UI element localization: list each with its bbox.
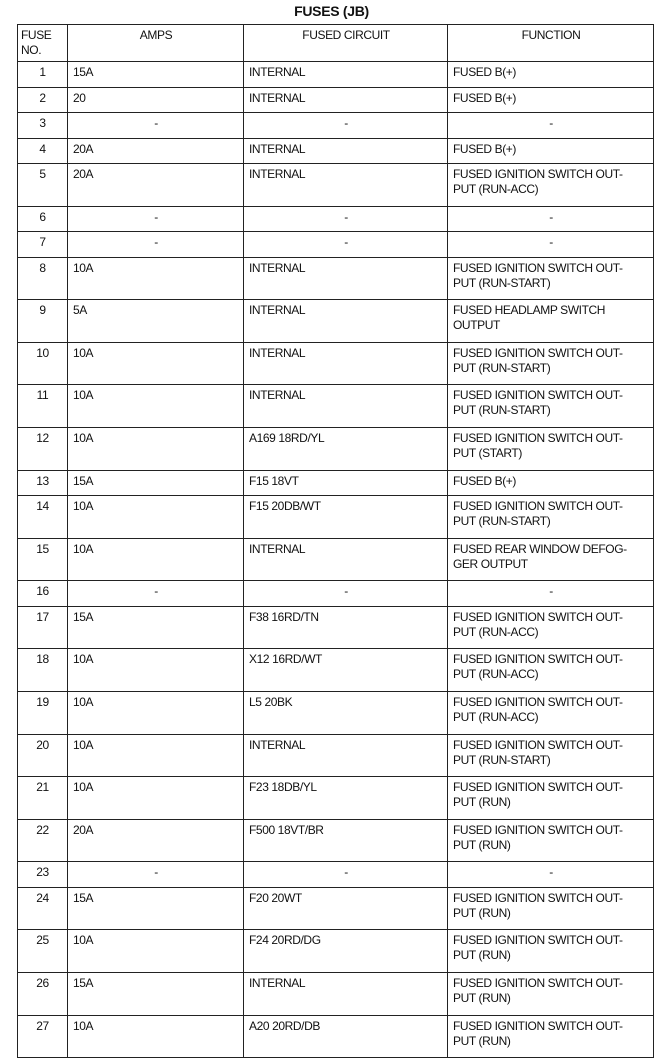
function-cell: FUSED IGNITION SWITCH OUT- PUT (RUN-START) [448,734,654,777]
amps-cell: 10A [68,1015,244,1058]
table-row [18,427,654,470]
fused-circuit-cell: L5 20BK [244,691,448,734]
function-cell: FUSED B(+) [448,138,654,164]
table-row [18,691,654,734]
function-cell: FUSED IGNITION SWITCH OUT- PUT (RUN) [448,777,654,820]
function-cell: FUSED IGNITION SWITCH OUT- PUT (RUN-START) [448,385,654,428]
function-cell: FUSED IGNITION SWITCH OUT- PUT (START) [448,427,654,470]
amps-cell: 15A [68,470,244,496]
header-row [18,25,654,62]
amps-cell: 10A [68,257,244,300]
fuse-no-cell: 18 [18,649,68,692]
fuse-no-cell: 3 [18,113,68,139]
amps-cell: - [68,581,244,607]
fused-circuit-cell: - [244,113,448,139]
amps-cell: 10A [68,427,244,470]
table-row [18,734,654,777]
function-cell: FUSED IGNITION SWITCH OUT- PUT (RUN-ACC) [448,649,654,692]
function-cell: FUSED IGNITION SWITCH OUT- PUT (RUN) [448,819,654,862]
table-row [18,113,654,139]
fuse-no-cell: 6 [18,206,68,232]
function-cell: - [448,113,654,139]
fuse-no-cell: 20 [18,734,68,777]
table-row [18,606,654,649]
fuse-no-cell: 2 [18,87,68,113]
function-cell: FUSED IGNITION SWITCH OUT- PUT (RUN) [448,973,654,1016]
fuse-no-cell: 1 [18,62,68,88]
amps-cell: - [68,113,244,139]
amps-cell: 15A [68,973,244,1016]
fused-circuit-cell: A169 18RD/YL [244,427,448,470]
header-amps: AMPS [68,25,244,62]
amps-cell: 10A [68,777,244,820]
fuse-no-cell: 21 [18,777,68,820]
table-row [18,385,654,428]
fused-circuit-cell: F15 18VT [244,470,448,496]
fused-circuit-cell: INTERNAL [244,538,448,581]
fuse-no-cell: 12 [18,427,68,470]
amps-cell: - [68,232,244,258]
table-row [18,470,654,496]
fuse-no-cell: 15 [18,538,68,581]
fused-circuit-cell: INTERNAL [244,973,448,1016]
amps-cell: 20A [68,164,244,207]
function-cell: FUSED IGNITION SWITCH OUT- PUT (RUN-ACC) [448,691,654,734]
fuse-no-cell: 27 [18,1015,68,1058]
function-cell: FUSED B(+) [448,62,654,88]
fuse-no-cell: 23 [18,862,68,888]
function-cell: FUSED HEADLAMP SWITCH OUTPUT [448,300,654,343]
function-cell: FUSED IGNITION SWITCH OUT- PUT (RUN-ACC) [448,606,654,649]
function-cell: FUSED IGNITION SWITCH OUT- PUT (RUN) [448,1015,654,1058]
function-cell: - [448,232,654,258]
function-cell: FUSED REAR WINDOW DEFOG- GER OUTPUT [448,538,654,581]
table-row [18,538,654,581]
table-row [18,87,654,113]
fused-circuit-cell: INTERNAL [244,385,448,428]
fuse-no-cell: 25 [18,930,68,973]
amps-cell: 10A [68,734,244,777]
fuses-table [17,24,654,1058]
amps-cell: 15A [68,606,244,649]
amps-cell: 10A [68,930,244,973]
table-row [18,342,654,385]
function-cell: FUSED IGNITION SWITCH OUT- PUT (RUN) [448,887,654,930]
table-row [18,973,654,1016]
fused-circuit-cell: F500 18VT/BR [244,819,448,862]
fuse-no-cell: 17 [18,606,68,649]
fused-circuit-cell: INTERNAL [244,300,448,343]
function-cell: FUSED IGNITION SWITCH OUT- PUT (RUN-START) [448,496,654,539]
amps-cell: 20A [68,138,244,164]
table-row [18,257,654,300]
fused-circuit-cell: - [244,581,448,607]
fused-circuit-cell: - [244,862,448,888]
fuse-no-cell: 8 [18,257,68,300]
amps-cell: 20A [68,819,244,862]
fused-circuit-cell: F15 20DB/WT [244,496,448,539]
table-row [18,1015,654,1058]
fused-circuit-cell: X12 16RD/WT [244,649,448,692]
function-cell: - [448,581,654,607]
function-cell: FUSED IGNITION SWITCH OUT- PUT (RUN-START) [448,342,654,385]
table-row [18,206,654,232]
fuse-no-cell: 9 [18,300,68,343]
fused-circuit-cell: F23 18DB/YL [244,777,448,820]
fused-circuit-cell: INTERNAL [244,734,448,777]
fuse-no-cell: 14 [18,496,68,539]
fused-circuit-cell: INTERNAL [244,164,448,207]
function-cell: FUSED B(+) [448,87,654,113]
function-cell: FUSED IGNITION SWITCH OUT- PUT (RUN) [448,930,654,973]
table-row [18,62,654,88]
table-row [18,232,654,258]
table-row [18,930,654,973]
fused-circuit-cell: F20 20WT [244,887,448,930]
fused-circuit-cell: INTERNAL [244,342,448,385]
table-row [18,300,654,343]
amps-cell: 10A [68,385,244,428]
amps-cell: - [68,862,244,888]
fused-circuit-cell: A20 20RD/DB [244,1015,448,1058]
fuse-no-cell: 7 [18,232,68,258]
amps-cell: 10A [68,691,244,734]
amps-cell: 5A [68,300,244,343]
table-row [18,819,654,862]
amps-cell: 20 [68,87,244,113]
table-row [18,581,654,607]
function-cell: FUSED B(+) [448,470,654,496]
header-fuse-no: FUSE NO. [18,25,68,62]
table-row [18,862,654,888]
table-row [18,138,654,164]
fused-circuit-cell: INTERNAL [244,257,448,300]
fuse-no-cell: 19 [18,691,68,734]
amps-cell: 10A [68,649,244,692]
fuse-no-cell: 22 [18,819,68,862]
fused-circuit-cell: INTERNAL [244,62,448,88]
amps-cell: 10A [68,342,244,385]
amps-cell: 15A [68,62,244,88]
fuse-no-cell: 11 [18,385,68,428]
amps-cell: 10A [68,496,244,539]
function-cell: FUSED IGNITION SWITCH OUT- PUT (RUN-ACC) [448,164,654,207]
amps-cell: - [68,206,244,232]
header-fused-circuit: FUSED CIRCUIT [244,25,448,62]
fuse-no-cell: 24 [18,887,68,930]
table-row [18,887,654,930]
fused-circuit-cell: INTERNAL [244,138,448,164]
fused-circuit-cell: INTERNAL [244,87,448,113]
function-cell: - [448,206,654,232]
function-cell: FUSED IGNITION SWITCH OUT- PUT (RUN-START) [448,257,654,300]
fuse-no-cell: 26 [18,973,68,1016]
header-function: FUNCTION [448,25,654,62]
fuse-no-cell: 13 [18,470,68,496]
table-row [18,164,654,207]
function-cell: - [448,862,654,888]
table-row [18,777,654,820]
fused-circuit-cell: F24 20RD/DG [244,930,448,973]
fused-circuit-cell: - [244,206,448,232]
fused-circuit-cell: F38 16RD/TN [244,606,448,649]
fuse-no-cell: 10 [18,342,68,385]
table-title: FUSES (JB) [294,3,369,19]
amps-cell: 15A [68,887,244,930]
fuse-no-cell: 16 [18,581,68,607]
fused-circuit-cell: - [244,232,448,258]
table-row [18,496,654,539]
fuse-no-cell: 4 [18,138,68,164]
fuse-no-cell: 5 [18,164,68,207]
amps-cell: 10A [68,538,244,581]
table-row [18,649,654,692]
